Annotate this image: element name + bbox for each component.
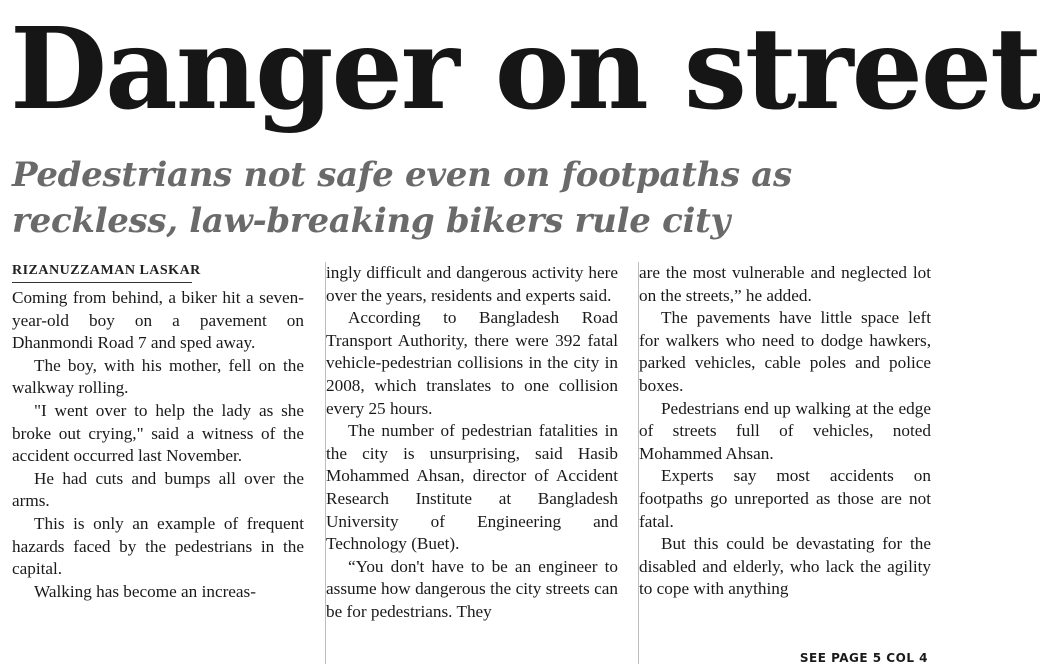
paragraph: Coming from behind, a biker hit a seven-year-old boy on a pavement on Dhanmondi Road 7 and sped away. — [12, 288, 304, 353]
paragraph: According to Bangladesh Road Transport Authority, there were 392 fatal vehicle-pedestrian collisions in the city in 2008, which translates to one collision every 25 hours. — [326, 308, 618, 418]
continuation-jump-line[interactable]: SEE PAGE 5 COL 4 — [799, 651, 928, 665]
paragraph: This is only an example of frequent hazards faced by the pedestrians in the capital. — [12, 513, 304, 579]
paragraph: Pedestrians end up walking at the edge of streets full of vehicles, noted Mohammed Ahsan. — [639, 398, 931, 463]
paragraph: are the most vulnerable and neglected lot on the streets,” he added. — [639, 263, 931, 305]
article-column-1 — [12, 262, 304, 664]
article-column-3 — [638, 262, 931, 664]
paragraph: The boy, with his mother, fell on the walkway rolling. — [12, 355, 304, 398]
article-body — [12, 262, 932, 664]
paragraph: Experts say most accidents on footpaths go unreported as those are not fatal. — [639, 466, 931, 531]
paragraph: The number of pedestrian fatalities in the city is unsurprising, said Hasib Mohammed Ahsan, director of Accident Research Institute at Bangladesh University of Engineering and Technology (Buet). — [326, 421, 618, 554]
paragraph: Walking has become an increas- — [34, 581, 256, 601]
paragraph: The pavements have little space left for walkers who need to dodge hawkers, parked vehicles, cable poles and police boxes. — [639, 308, 931, 395]
paragraph: “You don't have to be an engineer to assume how dangerous the city streets can be for pedestrians. They — [326, 556, 618, 621]
paragraph: He had cuts and bumps all over the arms. — [12, 468, 304, 511]
paragraph: "I went over to help the lady as she broke out crying," said a witness of the accident occurred last November. — [12, 400, 304, 466]
article-column-2 — [325, 262, 618, 664]
subheadline: Pedestrians not safe even on footpaths as reckless, law-breaking bikers rule city — [12, 155, 792, 241]
paragraph: ingly difficult and dangerous activity here over the years, residents and experts said. — [326, 263, 618, 305]
byline: RIZANUZZAMAN LASKAR — [12, 262, 192, 283]
paragraph: But this could be devastating for the disabled and elderly, who lack the agility to cope with anything — [639, 534, 931, 599]
headline: Danger on street — [10, 4, 1040, 135]
